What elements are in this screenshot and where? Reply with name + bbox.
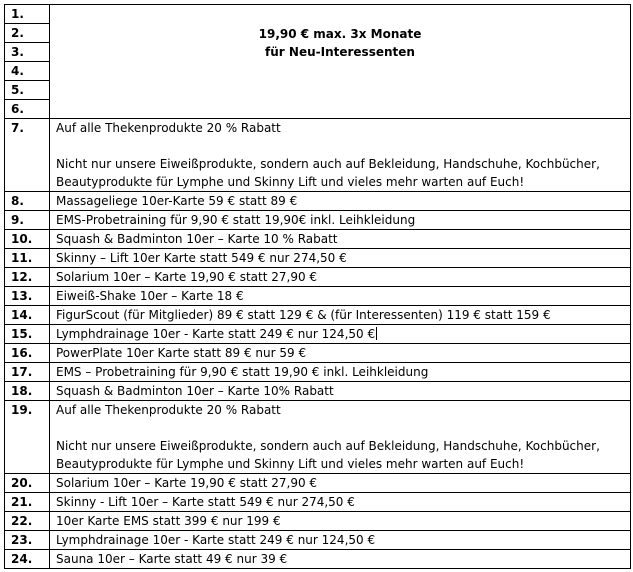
table-row bbox=[5, 306, 631, 325]
row-number: 16. bbox=[5, 344, 50, 363]
row-number: 23. bbox=[5, 531, 50, 550]
table-row bbox=[5, 211, 631, 230]
row-number: 17. bbox=[5, 363, 50, 382]
row-text-line: Auf alle Thekenprodukte 20 % Rabatt bbox=[56, 403, 281, 417]
row-text[interactable]: FigurScout (für Mitglieder) 89 € statt 129 € & (für Interessenten) 119 € statt 159 € bbox=[50, 306, 631, 325]
table-row bbox=[5, 382, 631, 401]
row-text[interactable]: Eiweiß-Shake 10er – Karte 18 € bbox=[50, 287, 631, 306]
row-number: 18. bbox=[5, 382, 50, 401]
offers-table bbox=[4, 4, 631, 569]
table-row bbox=[5, 531, 631, 550]
row-text-line: Auf alle Thekenprodukte 20 % Rabatt bbox=[56, 121, 281, 135]
row-text[interactable]: EMS – Probetraining für 9,90 € statt 19,90 € inkl. Leihkleidung bbox=[50, 363, 631, 382]
row-text[interactable]: Squash & Badminton 10er – Karte 10% Rabatt bbox=[50, 382, 631, 401]
row-number: 2. bbox=[5, 24, 50, 43]
row-text[interactable]: EMS-Probetraining für 9,90 € statt 19,90€ inkl. Leihkleidung bbox=[50, 211, 631, 230]
row-number: 5. bbox=[5, 81, 50, 100]
row-text[interactable]: Skinny – Lift 10er Karte statt 549 € nur 274,50 € bbox=[50, 249, 631, 268]
row-text[interactable]: Squash & Badminton 10er – Karte 10 % Rabatt bbox=[50, 230, 631, 249]
row-text[interactable]: Massageliege 10er-Karte 59 € statt 89 € bbox=[50, 192, 631, 211]
header-cell[interactable] bbox=[50, 5, 631, 119]
row-number: 13. bbox=[5, 287, 50, 306]
table-row bbox=[5, 474, 631, 493]
row-text-line: Beautyprodukte für Lymphe und Skinny Lift und vieles mehr warten auf Euch! bbox=[56, 175, 525, 189]
table-row bbox=[5, 344, 631, 363]
table-row bbox=[5, 268, 631, 287]
row-text-line: Beautyprodukte für Lymphe und Skinny Lift und vieles mehr warten auf Euch! bbox=[56, 457, 525, 471]
row-number: 7. bbox=[5, 119, 50, 192]
table-row bbox=[5, 287, 631, 306]
row-text[interactable]: 10er Karte EMS statt 399 € nur 199 € bbox=[50, 512, 631, 531]
table-row bbox=[5, 119, 631, 192]
row-number: 24. bbox=[5, 550, 50, 569]
table-row bbox=[5, 325, 631, 344]
row-text[interactable] bbox=[50, 119, 631, 192]
row-number: 12. bbox=[5, 268, 50, 287]
row-text-blank-line bbox=[56, 137, 630, 155]
row-number: 9. bbox=[5, 211, 50, 230]
row-number: 1. bbox=[5, 5, 50, 24]
header-line-1: 19,90 € max. 3x Monate bbox=[258, 27, 422, 41]
row-text[interactable]: Lymphdrainage 10er - Karte statt 249 € nur 124,50 € bbox=[50, 531, 631, 550]
row-number: 6. bbox=[5, 100, 50, 119]
table-row bbox=[5, 230, 631, 249]
table-row bbox=[5, 249, 631, 268]
table-row bbox=[5, 493, 631, 512]
table-row bbox=[5, 363, 631, 382]
row-text-line: Nicht nur unsere Eiweißprodukte, sondern auch auf Bekleidung, Handschuhe, Kochbücher, bbox=[56, 157, 600, 171]
row-number: 22. bbox=[5, 512, 50, 531]
row-number: 14. bbox=[5, 306, 50, 325]
row-text[interactable] bbox=[50, 401, 631, 474]
row-text[interactable]: Skinny - Lift 10er – Karte statt 549 € nur 274,50 € bbox=[50, 493, 631, 512]
row-text[interactable]: Solarium 10er – Karte 19,90 € statt 27,90 € bbox=[50, 268, 631, 287]
table-row bbox=[5, 550, 631, 569]
row-text[interactable]: Solarium 10er – Karte 19,90 € statt 27,90 € bbox=[50, 474, 631, 493]
row-text-line: Nicht nur unsere Eiweißprodukte, sondern auch auf Bekleidung, Handschuhe, Kochbücher, bbox=[56, 439, 600, 453]
table-row bbox=[5, 512, 631, 531]
row-text[interactable]: PowerPlate 10er Karte statt 89 € nur 59 € bbox=[50, 344, 631, 363]
row-number: 20. bbox=[5, 474, 50, 493]
row-number: 3. bbox=[5, 43, 50, 62]
row-number: 10. bbox=[5, 230, 50, 249]
row-number: 21. bbox=[5, 493, 50, 512]
row-text[interactable]: Sauna 10er – Karte statt 49 € nur 39 € bbox=[50, 550, 631, 569]
table-row bbox=[5, 192, 631, 211]
row-text-content: Lymphdrainage 10er - Karte statt 249 € nur 124,50 € bbox=[56, 327, 376, 341]
table-row bbox=[5, 5, 631, 24]
row-number: 4. bbox=[5, 62, 50, 81]
header-line-2: für Neu-Interessenten bbox=[265, 45, 415, 59]
row-number: 19. bbox=[5, 401, 50, 474]
row-text-with-cursor[interactable] bbox=[50, 325, 631, 344]
row-number: 11. bbox=[5, 249, 50, 268]
row-number: 15. bbox=[5, 325, 50, 344]
text-cursor bbox=[376, 327, 377, 340]
row-number: 8. bbox=[5, 192, 50, 211]
table-row bbox=[5, 401, 631, 474]
row-text-blank-line bbox=[56, 419, 630, 437]
